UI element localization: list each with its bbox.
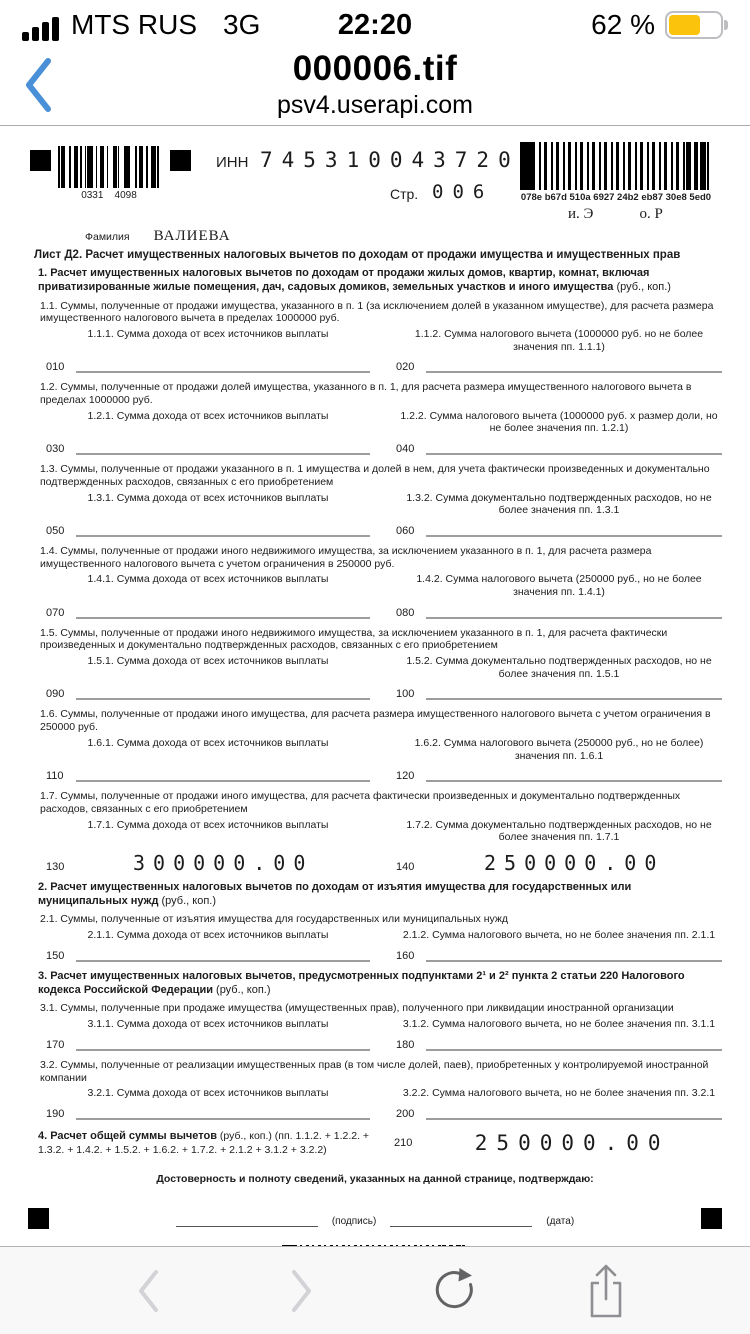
- network-type-label: 3G: [223, 9, 261, 40]
- field-blank-line: [76, 615, 370, 619]
- field-label-row: [28, 655, 722, 680]
- field-code: 180: [396, 1038, 415, 1051]
- field-cell: [396, 771, 722, 782]
- field-label: 1.2.1. Сумма дохода от всех источников выплаты: [87, 409, 329, 422]
- page-number-label: Стр.: [390, 186, 419, 202]
- field-label-row: [28, 737, 722, 762]
- field-label: 1.7.1. Сумма дохода от всех источников выплаты: [87, 818, 329, 831]
- field-blank-line: [426, 958, 722, 962]
- field-label: 1.4.1. Сумма дохода от всех источников выплаты: [87, 573, 329, 586]
- first-name-initial: и. Э: [568, 206, 594, 222]
- form-paragraph: 1.2. Суммы, полученные от продажи долей имущества, указанного в п. 1, для расчета размера имущественного налогового вычета в пределах 1000000 руб.: [40, 381, 692, 407]
- field-row: [28, 1109, 722, 1120]
- field-row: [28, 850, 722, 875]
- form-paragraph: 1.3. Суммы, полученные от продажи указанного в п. 1 имущества и долей в нем, для учета фактически произведенных и документально подтвержденных расходов, связанных с его приобретением: [40, 463, 710, 488]
- field-label-row: [28, 1087, 722, 1100]
- field-cell: [396, 444, 722, 455]
- field-value: 300000.00: [132, 850, 314, 875]
- field-blank-line: [426, 778, 722, 782]
- field-code: 190: [46, 1107, 65, 1120]
- surname-row: [85, 228, 722, 245]
- page-number-value: 006: [432, 181, 494, 203]
- form-paragraph: 1.5. Суммы, полученные от продажи иного недвижимого имущества, за исключением указанного в п. 1, для расчета фактически произведенных и документально подтвержденных расходов, связанных с его приобретением: [40, 626, 668, 652]
- form-subsection: [28, 381, 722, 455]
- field-cell: [46, 608, 370, 619]
- patronymic-initial: о. Р: [639, 206, 663, 222]
- signature-row: [28, 1199, 722, 1229]
- field-cell: [396, 526, 722, 537]
- field-label: 1.5.1. Сумма дохода от всех источников выплаты: [87, 655, 329, 668]
- back-icon[interactable]: [22, 56, 56, 114]
- form-subsection: [28, 300, 722, 374]
- field-row: [28, 771, 722, 782]
- form-subsection: [28, 708, 722, 782]
- field-cell: [396, 951, 722, 962]
- section-4-total: [28, 1130, 722, 1157]
- field-code: 040: [396, 443, 415, 456]
- form-body: [28, 267, 722, 1120]
- section-header: 3. Расчет имущественных налоговых вычетов, предусмотренных подпунктами 2¹ и 2² пункта 2 статьи 220 Налогового кодекса Российской Федерации (руб., коп.): [38, 969, 685, 996]
- forward-button[interactable]: [277, 1262, 325, 1320]
- chevron-left-icon: [134, 1267, 164, 1315]
- share-button[interactable]: [582, 1262, 630, 1320]
- field-code: 120: [396, 770, 415, 783]
- field-code: 050: [46, 524, 65, 537]
- field-cell: [396, 362, 722, 373]
- field-label: 1.7.2. Сумма документально подтвержденных расходов, но не более значения пп. 1.7.1: [406, 818, 712, 844]
- form-header: [28, 136, 722, 228]
- field-code: 160: [396, 949, 415, 962]
- field-label-row: [28, 410, 722, 435]
- field-label-row: [28, 492, 722, 517]
- form-paragraph: 3.2. Суммы, полученные от реализации имущественных прав (в том числе долей, паев), приобретенных у контролируемой иностранной компании: [40, 1058, 709, 1084]
- field-code: 070: [46, 606, 65, 619]
- field-cell: [396, 1109, 722, 1120]
- field-blank-line: [426, 1116, 722, 1120]
- field-cell: [46, 444, 370, 455]
- form-paragraph: 1.1. Суммы, полученные от продажи имущества, указанного в п. 1 (за исключением долей в указанном имуществе), для расчета размера имущественного налогового вычета в пределах 1000000 руб.: [40, 299, 714, 325]
- field-label: 2.1.2. Сумма налогового вычета, но не более значения пп. 2.1.1: [402, 929, 716, 942]
- initials-row: [568, 206, 663, 223]
- field-cell: [46, 951, 370, 962]
- field-code: 210: [394, 1137, 413, 1150]
- field-cell: [46, 526, 370, 537]
- field-code: 150: [46, 949, 65, 962]
- form-subsection: [28, 1002, 722, 1050]
- registration-mark: [30, 150, 51, 171]
- carrier-label: MTS RUS: [71, 9, 197, 40]
- surname-value: ВАЛИЕВА: [153, 228, 231, 244]
- form-paragraph: 3.1. Суммы, полученные при продаже имущества (имущественных прав), полученного при ликвидации иностранной организации: [40, 1002, 674, 1015]
- field-label: 3.1.2. Сумма налогового вычета, но не более значения пп. 3.1.1: [402, 1018, 716, 1031]
- field-code: 140: [396, 860, 415, 873]
- field-label: 1.2.2. Сумма налогового вычета (1000000 руб. х размер доли, но не более значения пп. 1.2.1): [400, 409, 718, 435]
- field-cell: [396, 1040, 722, 1051]
- field-code: 060: [396, 524, 415, 537]
- field-cell: [46, 362, 370, 373]
- browser-toolbar: [0, 1246, 750, 1334]
- field-cell: [396, 850, 722, 875]
- field-label: 3.2.1. Сумма дохода от всех источников выплаты: [87, 1087, 329, 1100]
- surname-label: Фамилия: [85, 231, 130, 243]
- field-blank-line: [76, 1047, 370, 1051]
- form-paragraph: 1.6. Суммы, полученные от продажи иного имущества, для расчета размера имущественного налогового вычета с учетом ограничения в 250000 руб.: [40, 708, 711, 734]
- field-value: 250000.00: [474, 1131, 670, 1156]
- field-blank-line: [76, 1116, 370, 1120]
- field-label: 1.6.2. Сумма налогового вычета (250000 руб., но не более) значения пп. 1.6.1: [414, 737, 704, 762]
- field-label: 1.4.2. Сумма налогового вычета (250000 руб., но не более значения пп. 1.4.1): [416, 573, 702, 599]
- field-label: 1.1.1. Сумма дохода от всех источников выплаты: [87, 328, 329, 341]
- field-code: 020: [396, 361, 415, 374]
- page-title: 000006.tif: [292, 49, 458, 88]
- barcode-digits: 0331 4098: [81, 190, 137, 201]
- field-label: 1.1.2. Сумма налогового вычета (1000000 руб. но не более значения пп. 1.1.1): [414, 328, 704, 353]
- page-domain: psv4.userapi.com: [277, 91, 473, 119]
- field-label: 1.3.1. Сумма дохода от всех источников выплаты: [87, 491, 329, 504]
- section-4-label: 4. Расчет общей суммы вычетов (руб., коп.) (пп. 1.1.2. + 1.2.2. + 1.3.2. + 1.4.2. + 1.5.2. + 1.6.2. + 1.7.2. + 2.1.2 + 3.1.2 + 3.2.2): [38, 1129, 370, 1156]
- registration-mark: [170, 150, 191, 171]
- field-code: 010: [46, 361, 65, 374]
- field-label: 3.1.1. Сумма дохода от всех источников выплаты: [87, 1018, 329, 1031]
- back-button[interactable]: [125, 1262, 173, 1320]
- field-label: 1.3.2. Сумма документально подтвержденных расходов, но не более значения пп. 1.3.1: [406, 491, 712, 517]
- sheet-title: Лист Д2. Расчет имущественных налоговых вычетов по доходам от продажи имущества и имущественных прав: [34, 249, 681, 261]
- registration-mark: [701, 1208, 722, 1229]
- confirmation-statement: Достоверность и полноту сведений, указанных на данной странице, подтверждаю:: [156, 1172, 594, 1185]
- field-cell: [46, 850, 370, 875]
- field-blank-line: [76, 696, 370, 700]
- reload-button[interactable]: [430, 1262, 478, 1320]
- registration-mark: [28, 1208, 49, 1229]
- field-value: 250000.00: [483, 850, 665, 875]
- field-row: [28, 362, 722, 373]
- barcode-hex-code: 078e b67d 510a 6927 24b2 eb87 30e8 5ed0: [520, 192, 712, 203]
- field-blank-line: [426, 615, 722, 619]
- form-paragraph: 1.4. Суммы, полученные от продажи иного недвижимого имущества, за исключением указанного в п. 1, для расчета размера имущественного налогового вычета с учетом ограничения в 250000 руб.: [40, 544, 652, 570]
- field-code: 030: [46, 443, 65, 456]
- field-label: 1.5.2. Сумма документально подтвержденных расходов, но не более значения пп. 1.5.1: [406, 655, 712, 680]
- field-cell: [46, 771, 370, 782]
- form-subsection: [28, 545, 722, 619]
- field-label: 3.2.2. Сумма налогового вычета, но не более значения пп. 3.2.1: [402, 1087, 716, 1100]
- barcode-2d: [520, 142, 712, 190]
- field-cell: [46, 1040, 370, 1051]
- field-label-row: [28, 328, 722, 353]
- inn-label: ИНН: [216, 154, 249, 171]
- form-paragraph: 1.7. Суммы, полученные от продажи иного имущества, для расчета фактически произведенных и документально подтвержденных расходов, связанных с его приобретением: [40, 790, 681, 815]
- form-subsection: [28, 913, 722, 961]
- field-code: 090: [46, 688, 65, 701]
- field-label-row: [28, 819, 722, 844]
- form-paragraph: 2.1. Суммы, полученные от изъятия имущества для государственных или муниципальных нужд: [40, 913, 509, 926]
- field-code: 110: [46, 770, 64, 783]
- field-code: 170: [46, 1038, 65, 1051]
- battery-percent-label: 62 %: [591, 9, 655, 40]
- form-subsection: [28, 790, 722, 873]
- share-icon: [584, 1263, 628, 1319]
- field-label: 1.6.1. Сумма дохода от всех источников выплаты: [87, 737, 329, 749]
- field-code: 200: [396, 1107, 415, 1120]
- field-cell: [46, 1109, 370, 1120]
- field-row: [28, 444, 722, 455]
- field-code: 130: [46, 860, 65, 873]
- field-blank-line: [426, 696, 722, 700]
- field-blank-line: [426, 533, 722, 537]
- field-blank-line: [426, 1047, 722, 1051]
- field-cell: [46, 689, 370, 700]
- field-label: 2.1.1. Сумма дохода от всех источников выплаты: [87, 929, 329, 942]
- form-subsection: [28, 1059, 722, 1120]
- field-row: [28, 689, 722, 700]
- field-blank-line: [426, 369, 722, 373]
- status-bar: [0, 0, 750, 44]
- section-header: 1. Расчет имущественных налоговых вычетов по доходам от продажи жилых домов, квартир, комнат, включая приватизированные жилые помещения, дач, садовых домиков, земельных участков и иного имущества (руб., коп.): [38, 267, 671, 293]
- clock: 22:20: [337, 8, 413, 41]
- document-view[interactable]: [0, 126, 750, 1246]
- field-code: 100: [396, 688, 415, 701]
- date-caption: (дата): [546, 1215, 575, 1227]
- form-subsection: [28, 627, 722, 701]
- refresh-icon: [431, 1267, 477, 1315]
- field-row: [28, 608, 722, 619]
- form-subsection: [28, 463, 722, 537]
- field-row: [28, 526, 722, 537]
- signature-line: [176, 1213, 318, 1227]
- field-blank-line: [76, 451, 370, 455]
- inn-value: 745310043720: [260, 148, 520, 172]
- field-cell: [396, 689, 722, 700]
- chevron-right-icon: [286, 1267, 316, 1315]
- field-blank-line: [76, 533, 370, 537]
- field-row: [28, 951, 722, 962]
- signature-caption: (подпись): [331, 1215, 377, 1227]
- field-label-row: [28, 929, 722, 942]
- field-code: 080: [396, 606, 415, 619]
- field-cell: [396, 608, 722, 619]
- field-blank-line: [76, 958, 370, 962]
- section-header: 2. Расчет имущественных налоговых вычетов по доходам от изъятия имущества для государственных или муниципальных нужд (руб., коп.): [38, 880, 632, 907]
- field-blank-line: [76, 369, 370, 373]
- field-label-row: [28, 1018, 722, 1031]
- field-row: [28, 1040, 722, 1051]
- field-label-row: [28, 573, 722, 598]
- date-line: [390, 1213, 532, 1227]
- nav-bar: [0, 44, 750, 126]
- field-blank-line: [426, 451, 722, 455]
- field-blank-line: [76, 778, 370, 782]
- barcode-1d: [58, 146, 160, 188]
